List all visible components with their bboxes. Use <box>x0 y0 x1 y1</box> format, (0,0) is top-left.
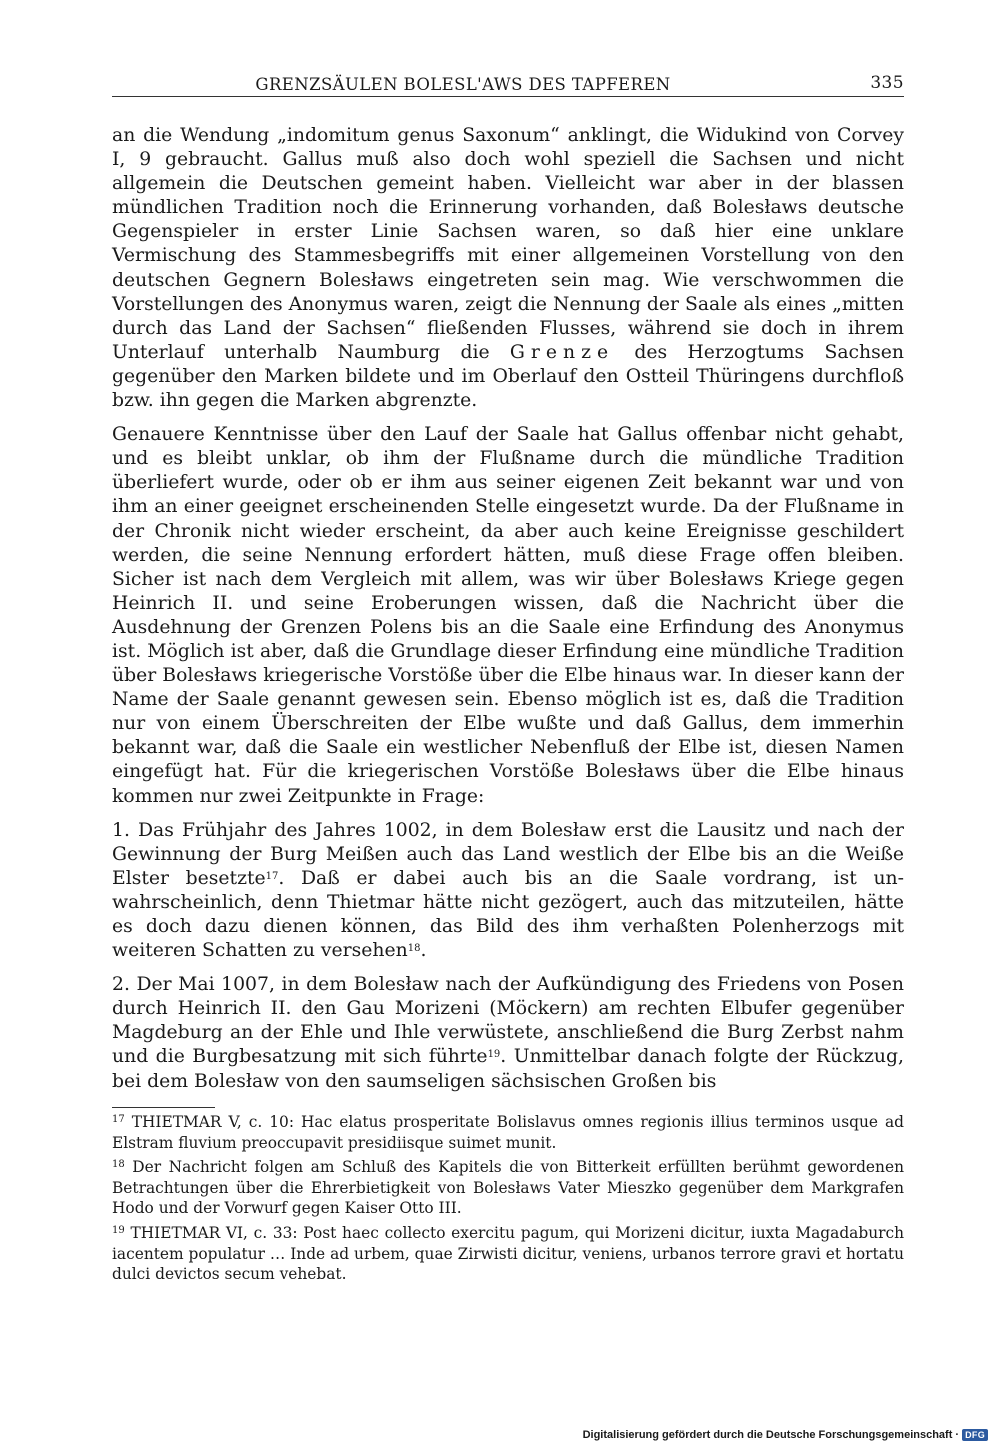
footnote-number: 18 <box>112 1159 125 1171</box>
running-title: GRENZSÄULEN BOLESL'AWS DES TAPFEREN <box>255 75 671 94</box>
emphasized-word: Grenze <box>509 341 615 363</box>
footnote-ref-19[interactable]: 19 <box>487 1049 501 1061</box>
footnote-number: 17 <box>112 1114 125 1125</box>
digitization-credit <box>583 1429 988 1441</box>
footnote-text: THIETMAR VI, c. 33: Post haec collecto exercitu pagum, qui Morizeni dicitur, iuxta Magadaburch iacentem populatur … Inde ad urbem, quae Zirwisti dicitur, veniens, urbanos terrore gravi et hortatu dulci devictos secum vehebat. <box>112 1223 904 1284</box>
footnote-ref-18[interactable]: 18 <box>407 943 421 955</box>
running-head <box>112 70 904 100</box>
paragraph-3-rest: . Daß er dabei auch bis an die Saale vordrang, ist unwahrscheinlich, denn Thietmar hätte nicht gezögert, auch das mitzuteilen, hätte es doch dazu dienen können, das Bild des ihm verhaßten Polenherzogs mit weiteren Schatten zu versehen <box>112 867 904 962</box>
paragraph-3-end: . <box>420 940 427 962</box>
paragraph-3 <box>112 819 904 964</box>
footnote-18 <box>112 1157 904 1219</box>
credit-text: Digitalisierung gefördert durch die Deutsche Forschungsgemeinschaft · <box>582 1429 960 1441</box>
footnote-number: 19 <box>112 1224 125 1236</box>
paragraph-4-rest: . Unmittelbar danach folgte der Rückzug, bei dem Bolesław von den saumseligen sächsischen Großen bis <box>112 1046 904 1092</box>
footnote-17 <box>112 1112 904 1153</box>
footnote-ref-17[interactable]: 17 <box>265 870 279 882</box>
dfg-logo: DFG <box>962 1429 988 1441</box>
footnote-rule <box>112 1107 215 1108</box>
footnote-19 <box>112 1223 904 1285</box>
footnote-text: Der Nachricht folgen am Schluß des Kapitels die von Bitterkeit erfüllten berühmt gewordenen Betrachtungen über die Ehrerbietigkeit von Bolesławs Vater Mieszko gegenüber dem Markgrafen Hodo und der Vorwurf gegen Kaiser Otto III. <box>112 1158 904 1218</box>
paragraph-4-text: 2. Der Mai 1007, in dem Bolesław nach der Aufkündigung des Friedens von Posen durch Heinrich II. den Gau Morizeni (Möckern) am rechten Elbufer gegenüber Magdeburg an der Ehle und Ihle verwüstete, anschließend die Burg Zerbst nahm und die Burgbesatzung mit sich führte <box>112 974 904 1068</box>
paragraph-1-text: an die Wendung „indomitum genus Saxonum“ anklingt, die Widukind von Corvey I, 9 gebraucht. Gallus muß also doch wohl speziell die Sachsen und nicht allgemein die Deutschen gemeint haben. Vielleicht war aber in der blassen mündlichen Tradition noch die Erinnerung vorhanden, daß Bolesławs deutsche Gegenspieler in erster Linie Sachsen waren, so daß hier eine unklare Vermischung des Stammesbegriffs mit einer allgemeinen Vorstellung von den deutschen Gegnern Bolesławs eingetreten sein mag. Wie verschwommen die Vorstellungen des Anonymus waren, zeigt die Nennung der Saale als eines „mitten durch das Land der Sachsen“ fließenden Flusses, während sie doch in ihrem Unterlauf unterhalb Naumburg die <box>112 125 904 363</box>
paragraph-2: Genauere Kenntnisse über den Lauf der Saale hat Gallus offenbar nicht gehabt, und es bleibt unklar, ob ihm der Flußname durch die mündliche Tradition überliefert wurde, oder ob er ihm aus seiner eigenen Zeit bekannt war und von ihm an einer geeignet erscheinenden Stelle eingesetzt wurde. Da der Flußname in der Chronik nicht wieder erscheint, da aber auch keine Ereignisse geschildert werden, die seine Nennung erfordert hätten, muß diese Frage offen bleiben. Sicher ist nach dem Vergleich mit allem, was wir über Bolesławs Kriege gegen Heinrich II. und seine Eroberungen wissen, daß die Nachricht über die Ausdehnung der Grenzen Polens bis an die Saale eine Erfindung des Anonymus ist. Möglich ist aber, daß die Grundlage dieser Erfindung eine mündliche Tradition über Bolesławs kriegerische Vorstöße über die Elbe hinaus war. In dieser kann der Name der Saale genannt gewesen sein. Ebenso möglich ist es, daß die Tradition nur von einem Überschreiten der Elbe wußte und daß Gallus, dem immerhin bekannt war, daß die Saale ein westlicher Nebenfluß der Elbe ist, diesen Namen eingefügt hat. Für die kriegerischen Vorstöße Bolesławs über die Elbe hinaus kommen nur zwei Zeitpunkte in Frage: <box>112 424 904 807</box>
paragraph-3-text: 1. Das Frühjahr des Jahres 1002, in dem Bolesław erst die Lausitz und nach der Gewinnung der Burg Meißen auch das Land westlich der Elbe bis an die Weiße Elster besetzte <box>112 819 904 889</box>
main-text <box>112 124 904 1104</box>
paragraph-1-rest: des Herzogtums Sachsen gegenüber den Marken bildete und im Oberlauf den Ostteil Thüringens durchfloß bzw. ihn gegen die Marken abgrenzte. <box>112 341 904 412</box>
footnote-text: THIETMAR V, c. 10: Hac elatus prosperitate Bolislavus omnes regionis illius terminos usque ad Elstram fluvium preoccupavit presidiisque suimet munit. <box>112 1113 904 1152</box>
page-number: 335 <box>870 73 904 93</box>
paragraph-4 <box>112 973 904 1093</box>
paragraph-1 <box>112 124 904 413</box>
footnotes <box>112 1112 904 1289</box>
header-rule <box>112 96 904 97</box>
